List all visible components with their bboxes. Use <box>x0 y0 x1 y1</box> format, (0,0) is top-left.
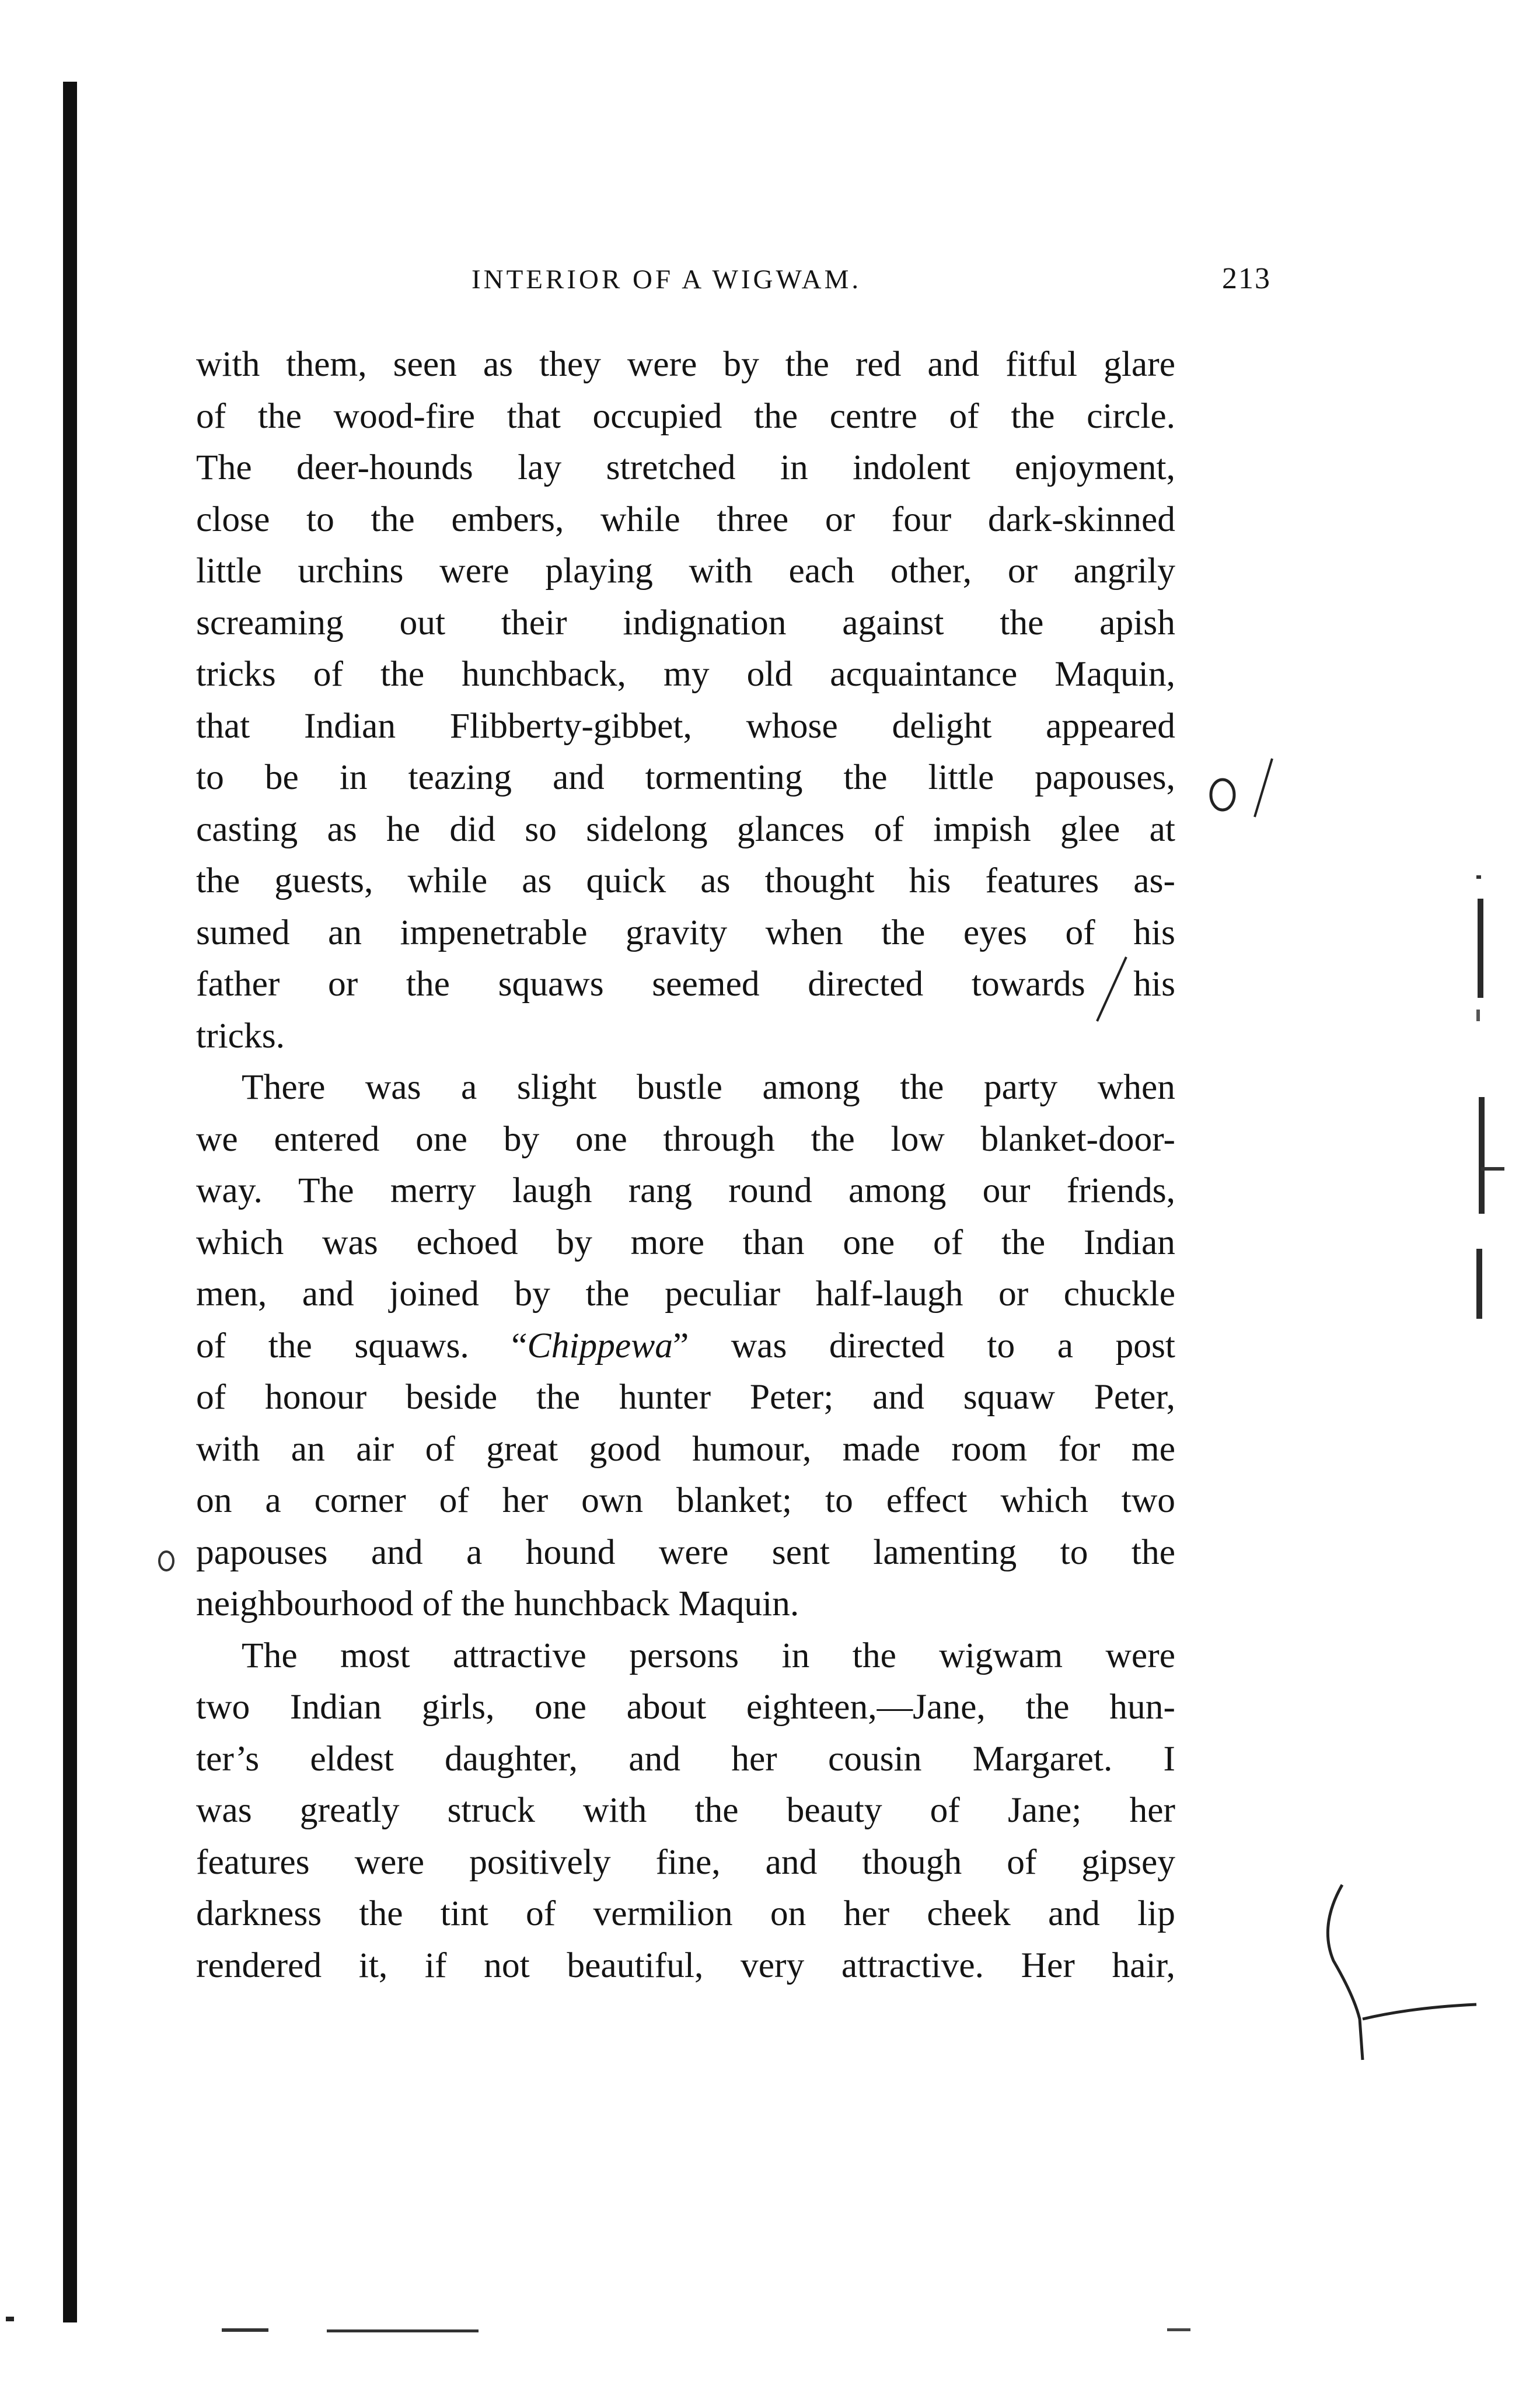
text-line: screaming out their indignation against the apish <box>196 602 1175 642</box>
running-header <box>472 261 1271 308</box>
text-line <box>196 1320 1175 1372</box>
text-line: men, and joined by the peculiar half-laugh or chuckle <box>196 1274 1175 1314</box>
binding-edge <box>63 82 77 2322</box>
text-line: which was echoed by more than one of the Indian <box>196 1222 1175 1262</box>
text-line: darkness the tint of vermilion on her cheek and lip <box>196 1894 1175 1933</box>
text-line: ter’s eldest daughter, and her cousin Margaret. I <box>196 1738 1175 1779</box>
text-line: way. The merry laugh rang round among our friends, <box>196 1171 1175 1210</box>
text-line: casting as he did so sidelong glances of impish glee at <box>196 809 1175 849</box>
text-line: There was a slight bustle among the party when <box>242 1067 1175 1107</box>
proof-mark-bracket <box>1307 1873 1494 2072</box>
text-line: to be in teazing and tormenting the little papouses, <box>196 757 1175 797</box>
text-line: with them, seen as they were by the red and fitful glare <box>196 344 1175 384</box>
text-line: tricks of the hunchback, my old acquaintance Maquin, <box>196 654 1175 694</box>
text-line: rendered it, if not beautiful, very attractive. Her hair, <box>196 1945 1175 1985</box>
text-line: that Indian Flibberty-gibbet, whose delight appeared <box>196 705 1175 746</box>
text-line: sumed an impenetrable gravity when the eyes of his <box>196 912 1175 952</box>
body-text <box>196 338 1175 1991</box>
text-fragment: ” was directed to a post <box>672 1325 1175 1365</box>
text-line: with an air of great good humour, made room for me <box>196 1428 1175 1469</box>
text-line: The deer-hounds lay stretched in indolent enjoyment, <box>196 448 1175 487</box>
text-line: of honour beside the hunter Peter; and squaw Peter, <box>196 1377 1175 1417</box>
text-line: was greatly struck with the beauty of Jane; her <box>196 1790 1175 1830</box>
text-line: we entered one by one through the low blanket-door- <box>196 1119 1175 1159</box>
proof-mark-small-circle <box>149 1541 184 1581</box>
text-line: features were positively fine, and though of gipsey <box>196 1842 1175 1882</box>
text-line: on a corner of her own blanket; to effect which two <box>196 1480 1175 1520</box>
text-line: tricks. <box>196 1015 285 1056</box>
text-line: neighbourhood of the hunchback Maquin. <box>196 1584 799 1623</box>
text-line: two Indian girls, one about eighteen,—Jane, the hun- <box>196 1687 1175 1727</box>
proof-mark-slash-towards <box>1091 945 1138 1033</box>
text-line: father or the squaws seemed directed towards his <box>196 964 1175 1004</box>
text-line: little urchins were playing with each other, or angrily <box>196 551 1175 591</box>
italic-term: Chippewa <box>527 1325 673 1365</box>
text-line: papouses and a hound were sent lamenting to the <box>196 1532 1175 1572</box>
bottom-edge-specks <box>0 2287 1540 2369</box>
page-number: 213 <box>1222 262 1271 295</box>
bleed-through-marks <box>1459 864 1506 1389</box>
running-title: INTERIOR OF A WIGWAM. <box>472 264 862 295</box>
text-line: The most attractive persons in the wigwam were <box>242 1635 1175 1675</box>
text-line: close to the embers, while three or four dark-skinned <box>196 499 1175 539</box>
proof-mark-o-slash <box>1196 747 1290 840</box>
text-line: of the wood-fire that occupied the centre of the circle. <box>196 396 1175 436</box>
text-line: the guests, while as quick as thought his features as- <box>196 861 1175 900</box>
text-fragment: of the squaws. “ <box>196 1325 528 1365</box>
